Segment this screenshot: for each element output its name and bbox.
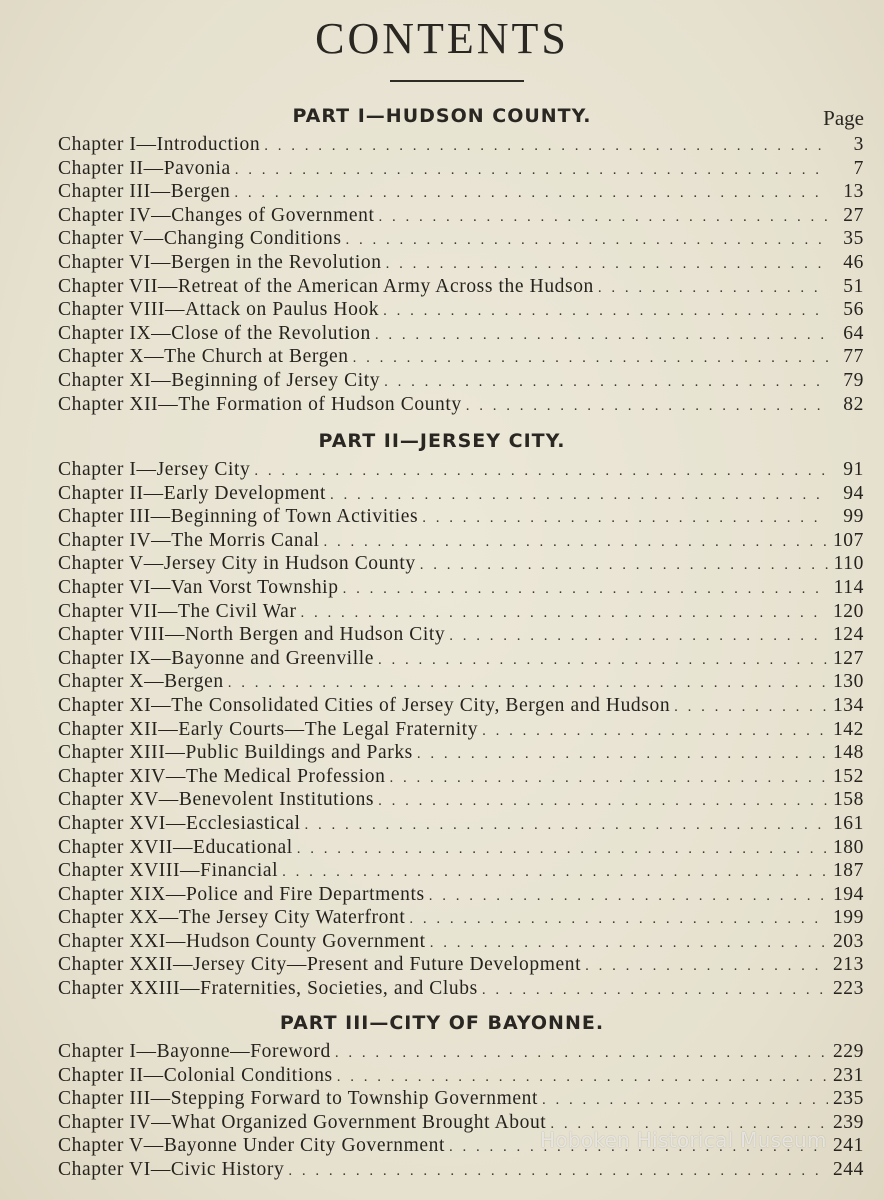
page-number: 148 [832,742,864,764]
toc-entry [58,298,864,322]
dot-leader [234,182,828,206]
toc-entry [58,788,864,812]
toc-entry [58,765,864,789]
toc-entry [58,930,864,954]
chapter-title: Chapter XXIII—Fraternities, Societies, and Clubs [58,978,478,1000]
dot-leader [384,371,828,395]
chapter-title: Chapter II—Early Development [58,482,327,504]
dot-leader [235,159,828,183]
dot-leader [228,672,828,696]
page-number: 77 [843,346,864,368]
toc-entry [58,552,864,576]
dot-leader [429,885,828,909]
dot-leader [674,696,828,720]
page-number: 203 [832,930,864,952]
page-number: 134 [832,694,864,716]
toc-entry [58,393,864,417]
page-number: 161 [832,812,864,834]
dot-leader [282,861,828,885]
toc-entry [58,157,864,181]
page-number: 64 [843,322,864,344]
chapter-title: Chapter VIII—North Bergen and Hudson City [58,624,446,646]
toc-entry [58,906,864,930]
page-number: 130 [832,671,864,693]
chapter-title: Chapter XI—Beginning of Jersey City [58,369,381,391]
page-number: 229 [832,1041,864,1062]
dot-leader [343,578,828,602]
page-number: 91 [843,459,864,480]
chapter-title: Chapter II—Pavonia [58,157,231,179]
page-number: 142 [832,718,864,740]
dot-leader [335,1042,828,1066]
toc-entry [58,204,864,228]
chapter-title: Chapter VIII—Attack on Paulus Hook [58,299,380,321]
chapter-title: Chapter XXI—Hudson County Government [58,930,426,952]
toc-entry [58,345,864,369]
chapter-title: Chapter V—Bayonne Under City Government [58,1135,445,1157]
title-divider [390,80,524,82]
page-number: 46 [843,251,864,273]
part-heading: PART II—JERSEY CITY. [318,430,566,452]
dot-leader [264,135,828,159]
toc-entry [58,953,864,977]
chapter-title: Chapter I—Jersey City [58,459,251,480]
page-number: 7 [853,157,864,179]
chapter-title: Chapter VII—Retreat of the American Army Across the Hudson [58,275,594,297]
dot-leader [422,507,828,531]
toc-entry [58,458,864,482]
page-number: 152 [832,765,864,787]
watermark: Hoboken Historical Museum [540,1128,827,1152]
dot-leader [301,602,828,626]
toc-entry [58,812,864,836]
dot-leader [389,767,828,791]
toc-entry [58,600,864,624]
chapter-title: Chapter III—Stepping Forward to Township Government [58,1088,539,1110]
page-number: 56 [843,299,864,321]
toc-entry [58,1040,864,1064]
toc-section [58,1040,864,1182]
chapter-title: Chapter XVII—Educational [58,836,293,858]
page-number: 180 [832,836,864,858]
page-number: 35 [843,228,864,250]
page-number: 158 [832,789,864,811]
page-number: 3 [853,134,864,155]
toc-entry [58,529,864,553]
page-number: 244 [832,1158,864,1180]
toc-entry [58,133,864,157]
page-number: 99 [843,506,864,528]
toc-entry [58,1064,864,1088]
chapter-title: Chapter VI—Van Vorst Township [58,576,339,598]
page-number: 13 [843,181,864,203]
toc-entry [58,227,864,251]
toc-entry [58,275,864,299]
chapter-title: Chapter XVIII—Financial [58,860,279,882]
toc-entry [58,576,864,600]
page-number: 199 [832,907,864,929]
dot-leader [324,531,828,555]
page-number: 194 [832,883,864,905]
dot-leader [466,395,828,419]
chapter-title: Chapter IV—The Morris Canal [58,529,320,551]
chapter-title: Chapter I—Bayonne—Foreword [58,1041,331,1062]
page-number: 120 [832,600,864,622]
page-number: 82 [843,393,864,415]
dot-leader [383,300,828,324]
dot-leader [409,908,828,932]
chapter-title: Chapter III—Bergen [58,181,231,203]
dot-leader [598,277,828,301]
dot-leader [417,743,828,767]
chapter-title: Chapter IV—What Organized Government Brought About [58,1111,547,1133]
toc-entry [58,369,864,393]
toc-entry [58,1087,864,1111]
chapter-title: Chapter XX—The Jersey City Waterfront [58,907,406,929]
chapter-title: Chapter VI—Civic History [58,1158,285,1180]
page-number: 239 [832,1111,864,1133]
chapter-title: Chapter IV—Changes of Government [58,204,375,226]
dot-leader [330,484,828,508]
dot-leader [288,1160,828,1184]
page-number: 223 [832,978,864,1000]
toc-entry [58,694,864,718]
chapter-title: Chapter XII—The Formation of Hudson County [58,393,462,415]
page-number: 124 [832,624,864,646]
page-number: 114 [833,576,864,598]
toc-entry [58,482,864,506]
chapter-title: Chapter X—The Church at Bergen [58,346,349,368]
chapter-title: Chapter V—Jersey City in Hudson County [58,553,416,575]
toc-entry [58,718,864,742]
page-number: 79 [843,369,864,391]
dot-leader [378,649,828,673]
dot-leader [482,979,828,1003]
chapter-title: Chapter V—Changing Conditions [58,228,342,250]
toc-entry [58,180,864,204]
page-number: 51 [843,275,864,297]
chapter-title: Chapter XII—Early Courts—The Legal Fraternity [58,718,479,740]
chapter-title: Chapter I—Introduction [58,134,261,155]
dot-leader [379,206,829,230]
toc-entry [58,741,864,765]
chapter-title: Chapter X—Bergen [58,671,224,693]
page-number: 241 [832,1135,864,1157]
chapter-title: Chapter XIX—Police and Fire Departments [58,883,425,905]
chapter-title: Chapter XIV—The Medical Profession [58,765,386,787]
page-number: 235 [832,1088,864,1110]
toc-entry [58,670,864,694]
chapter-title: Chapter II—Colonial Conditions [58,1064,333,1086]
dot-leader [420,554,828,578]
chapter-title: Chapter XV—Benevolent Institutions [58,789,375,811]
toc-entry [58,883,864,907]
page-number: 213 [832,954,864,976]
chapter-title: Chapter XXII—Jersey City—Present and Future Development [58,954,582,976]
toc-entry [58,836,864,860]
page-number: 127 [832,647,864,669]
chapter-title: Chapter IX—Close of the Revolution [58,322,371,344]
page-number: 107 [832,529,864,551]
toc-entry [58,647,864,671]
toc-entry [58,1158,864,1182]
dot-leader [542,1089,828,1113]
chapter-title: Chapter III—Beginning of Town Activities [58,506,419,528]
toc-section [58,458,864,1001]
dot-leader [430,932,828,956]
dot-leader [353,347,828,371]
part-heading: PART III—CITY OF BAYONNE. [279,1012,605,1034]
toc-entry [58,505,864,529]
toc-entry [58,251,864,275]
toc-entry [58,977,864,1001]
page-number: 110 [833,553,864,575]
page-number: 94 [843,482,864,504]
part-heading: PART I—HUDSON COUNTY. [292,105,592,127]
toc-section [58,133,864,416]
dot-leader [585,955,828,979]
dot-leader [386,253,828,277]
page-number: 231 [832,1064,864,1086]
chapter-title: Chapter XVI—Ecclesiastical [58,812,301,834]
dot-leader [482,720,828,744]
dot-leader [449,625,828,649]
dot-leader [297,838,828,862]
dot-leader [304,814,828,838]
dot-leader [378,790,828,814]
page-number: 27 [843,204,864,226]
page-number: 187 [832,860,864,882]
chapter-title: Chapter VI—Bergen in the Revolution [58,251,382,273]
dot-leader [337,1066,828,1090]
page-column-label: Page [823,106,864,130]
dot-leader [375,324,828,348]
toc-entry [58,623,864,647]
dot-leader [254,460,828,484]
chapter-title: Chapter XIII—Public Buildings and Parks [58,742,413,764]
toc-entry [58,859,864,883]
toc-entry [58,322,864,346]
chapter-title: Chapter XI—The Consolidated Cities of Jersey City, Bergen and Hudson [58,694,671,716]
page-title: CONTENTS [315,14,569,63]
chapter-title: Chapter VII—The Civil War [58,600,297,622]
chapter-title: Chapter IX—Bayonne and Greenville [58,647,374,669]
dot-leader [346,229,828,253]
